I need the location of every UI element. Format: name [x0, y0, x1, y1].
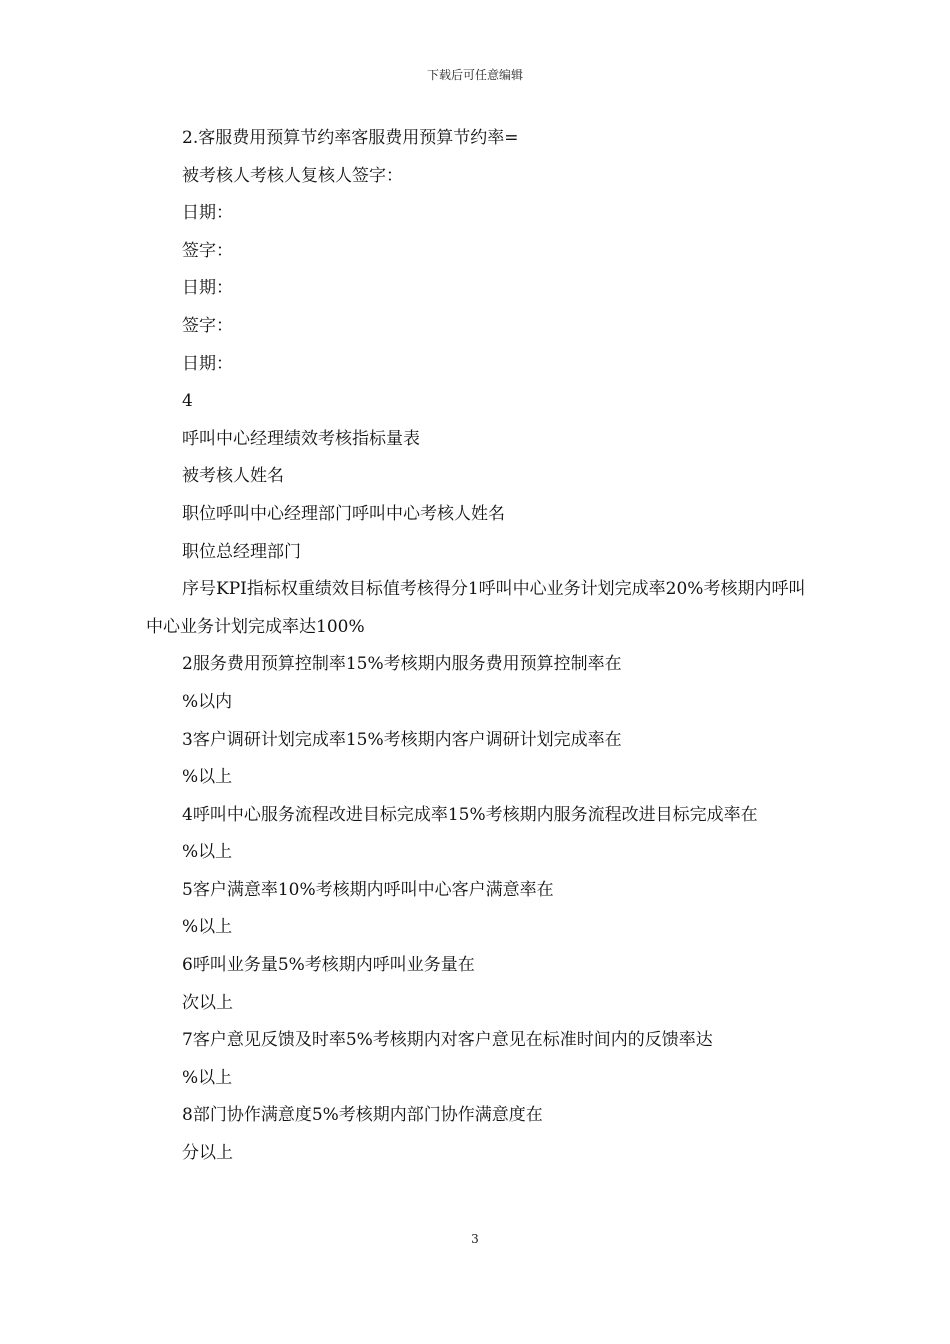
- paragraph: 4呼叫中心服务流程改进目标完成率15%考核期内服务流程改进目标完成率在: [182, 804, 758, 825]
- paragraph: 被考核人考核人复核人签字：: [182, 165, 403, 186]
- paragraph: 日期：: [182, 353, 233, 374]
- paragraph: 6呼叫业务量5%考核期内呼叫业务量在: [182, 955, 475, 976]
- paragraph: 日期：: [182, 278, 233, 299]
- paragraph: 签字：: [182, 240, 233, 261]
- paragraph: 5客户满意率10%考核期内呼叫中心客户满意率在: [182, 879, 554, 900]
- paragraph: 8部门协作满意度5%考核期内部门协作满意度在: [182, 1105, 543, 1126]
- paragraph: 2.客服费用预算节约率客服费用预算节约率=: [182, 128, 519, 148]
- page-header: 下载后可任意编辑: [426, 68, 523, 82]
- paragraph: %以上: [182, 917, 233, 938]
- paragraph: %以上: [182, 767, 233, 788]
- paragraph: %以上: [182, 1067, 233, 1088]
- paragraph: %以内: [182, 691, 233, 712]
- paragraph: 日期：: [182, 203, 233, 224]
- paragraph: 3客户调研计划完成率15%考核期内客户调研计划完成率在: [182, 729, 622, 750]
- paragraph: 分以上: [182, 1143, 233, 1164]
- paragraph: 序号KPI指标权重绩效目标值考核得分1呼叫中心业务计划完成率20%考核期内呼叫中心业务计划完成率达100%: [146, 579, 806, 637]
- paragraph: 职位总经理部门: [182, 541, 301, 562]
- paragraph: 2服务费用预算控制率15%考核期内服务费用预算控制率在: [182, 654, 622, 675]
- paragraph: %以上: [182, 842, 233, 863]
- page-number: 3: [471, 1232, 479, 1246]
- paragraph: 被考核人姓名: [182, 466, 284, 487]
- paragraph: 签字：: [182, 315, 233, 336]
- paragraph: 7客户意见反馈及时率5%考核期内对客户意见在标准时间内的反馈率达: [182, 1030, 713, 1051]
- paragraph: 呼叫中心经理绩效考核指标量表: [182, 428, 420, 449]
- document-body: [146, 120, 811, 1173]
- paragraph: 次以上: [182, 992, 233, 1013]
- paragraph: 职位呼叫中心经理部门呼叫中心考核人姓名: [182, 503, 505, 524]
- paragraph: 4: [182, 391, 193, 412]
